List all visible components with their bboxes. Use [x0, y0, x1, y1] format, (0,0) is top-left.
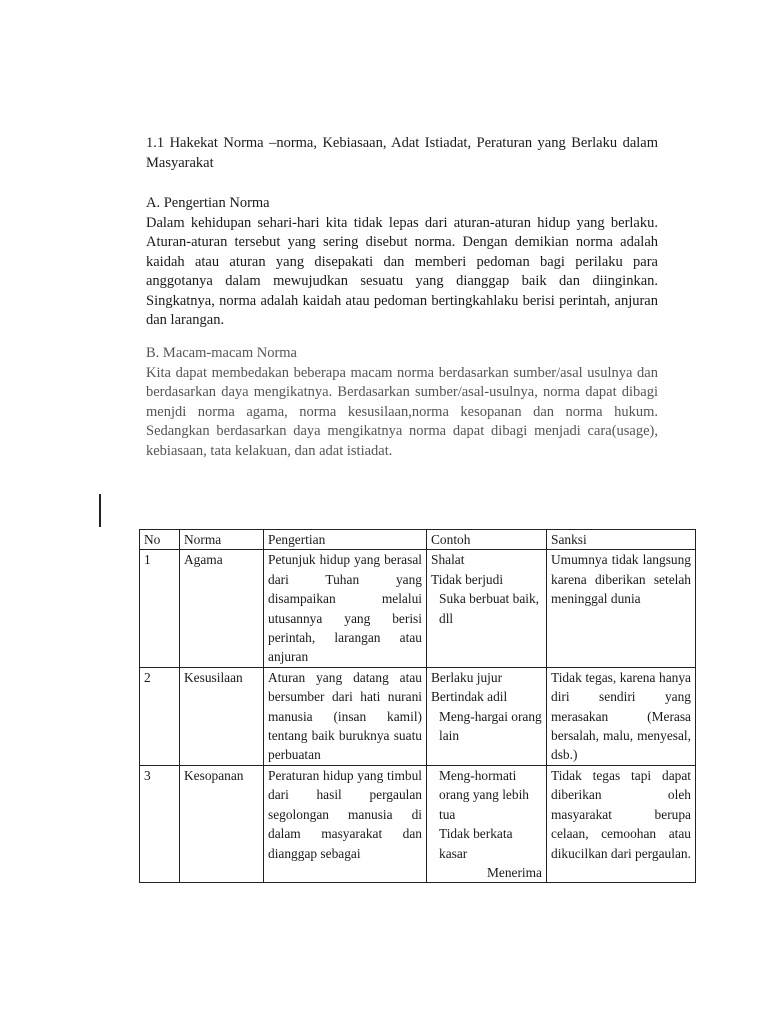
header-sanksi: Sanksi — [547, 530, 696, 550]
cell-norma: Agama — [180, 550, 264, 667]
cell-contoh — [427, 765, 547, 882]
cell-no: 1 — [140, 550, 180, 667]
contoh-item: Suka berbuat baik, dll — [439, 591, 540, 626]
header-contoh: Contoh — [427, 530, 547, 550]
contoh-item: Berlaku jujur — [431, 669, 503, 685]
contoh-item: Shalat — [431, 552, 465, 568]
table-header-row — [140, 530, 696, 550]
section-heading-b: B. Macam-macam Norma — [146, 345, 297, 361]
norma-table-container — [139, 529, 695, 883]
document-title: 1.1 Hakekat Norma –norma, Kebiasaan, Adat Istiadat, Peraturan yang Berlaku dalam Masyarakat — [146, 135, 658, 171]
cell-contoh — [427, 550, 547, 667]
contoh-item: Meng-hargai orang lain — [439, 708, 542, 744]
contoh-item: Menerima — [486, 864, 542, 880]
contoh-item: Tidak berjudi — [431, 571, 504, 587]
contoh-item: Tidak berkata kasar — [439, 826, 513, 861]
contoh-item: Bertindak adil — [431, 689, 508, 705]
cell-sanksi: Tidak tegas tapi dapat diberikan oleh masyarakat berupa celaan, cemoohan atau dikucilkan dari pergaulan. — [547, 765, 696, 882]
cell-norma: Kesusilaan — [180, 667, 264, 765]
header-no: No — [140, 530, 180, 550]
cell-sanksi: Umumnya tidak langsung karena diberikan setelah meninggal dunia — [547, 550, 696, 667]
table-row — [140, 667, 696, 765]
norma-table — [139, 529, 696, 883]
cell-contoh — [427, 667, 547, 765]
cell-sanksi: Tidak tegas, karena hanya diri sendiri yang merasakan (Merasa bersalah, malu, menyesal, dsb.) — [547, 667, 696, 765]
contoh-item: Meng-hormati orang yang lebih tua — [439, 767, 529, 822]
text-cursor — [99, 494, 101, 527]
section-heading-a: A. Pengertian Norma — [146, 195, 270, 211]
section-pengertian-norma — [146, 194, 658, 331]
cell-no: 2 — [140, 667, 180, 765]
section-body-a: Dalam kehidupan sehari-hari kita tidak lepas dari aturan-aturan hidup yang berlaku. Aturan-aturan tersebut yang sering disebut norma. Dengan demikian norma adalah kaidah atau aturan yang disepakati dan memberi pedoman bagi perilaku para anggotanya dalam mewujudkan sesuatu yang dianggap baik dan diinginkan. Singkatnya, norma adalah kaidah atau pedoman bertingkahlaku berisi perintah, anjuran dan larangan. — [146, 214, 658, 328]
section-macam-norma — [146, 344, 658, 461]
cell-pengertian: Petunjuk hidup yang berasal dari Tuhan yang disampaikan melalui utusannya yang berisi perintah, larangan atau anjuran — [264, 550, 427, 667]
header-norma: Norma — [180, 530, 264, 550]
table-row — [140, 765, 696, 882]
cell-pengertian: Peraturan hidup yang timbul dari hasil pergaulan segolongan manusia di dalam masyarakat dan dianggap sebagai — [264, 765, 427, 882]
header-pengertian: Pengertian — [264, 530, 427, 550]
cell-norma: Kesopanan — [180, 765, 264, 882]
cell-pengertian: Aturan yang datang atau bersumber dari hati nurani manusia (insan kamil) tentang baik buruknya suatu perbuatan — [264, 667, 427, 765]
cell-no: 3 — [140, 765, 180, 882]
table-row — [140, 550, 696, 667]
section-body-b: Kita dapat membedakan beberapa macam norma berdasarkan sumber/asal usulnya dan berdasarkan daya mengikatnya. Berdasarkan sumber/asal-usulnya, norma dapat dibagi menjdi norma agama, norma kesusilaan,norma kesopanan dan norma hukum. Sedangkan berdasarkan daya mengikatnya norma dapat dibagi menjadi cara(usage), kebiasaan, tata kelakuan, dan adat istiadat. — [146, 364, 658, 459]
